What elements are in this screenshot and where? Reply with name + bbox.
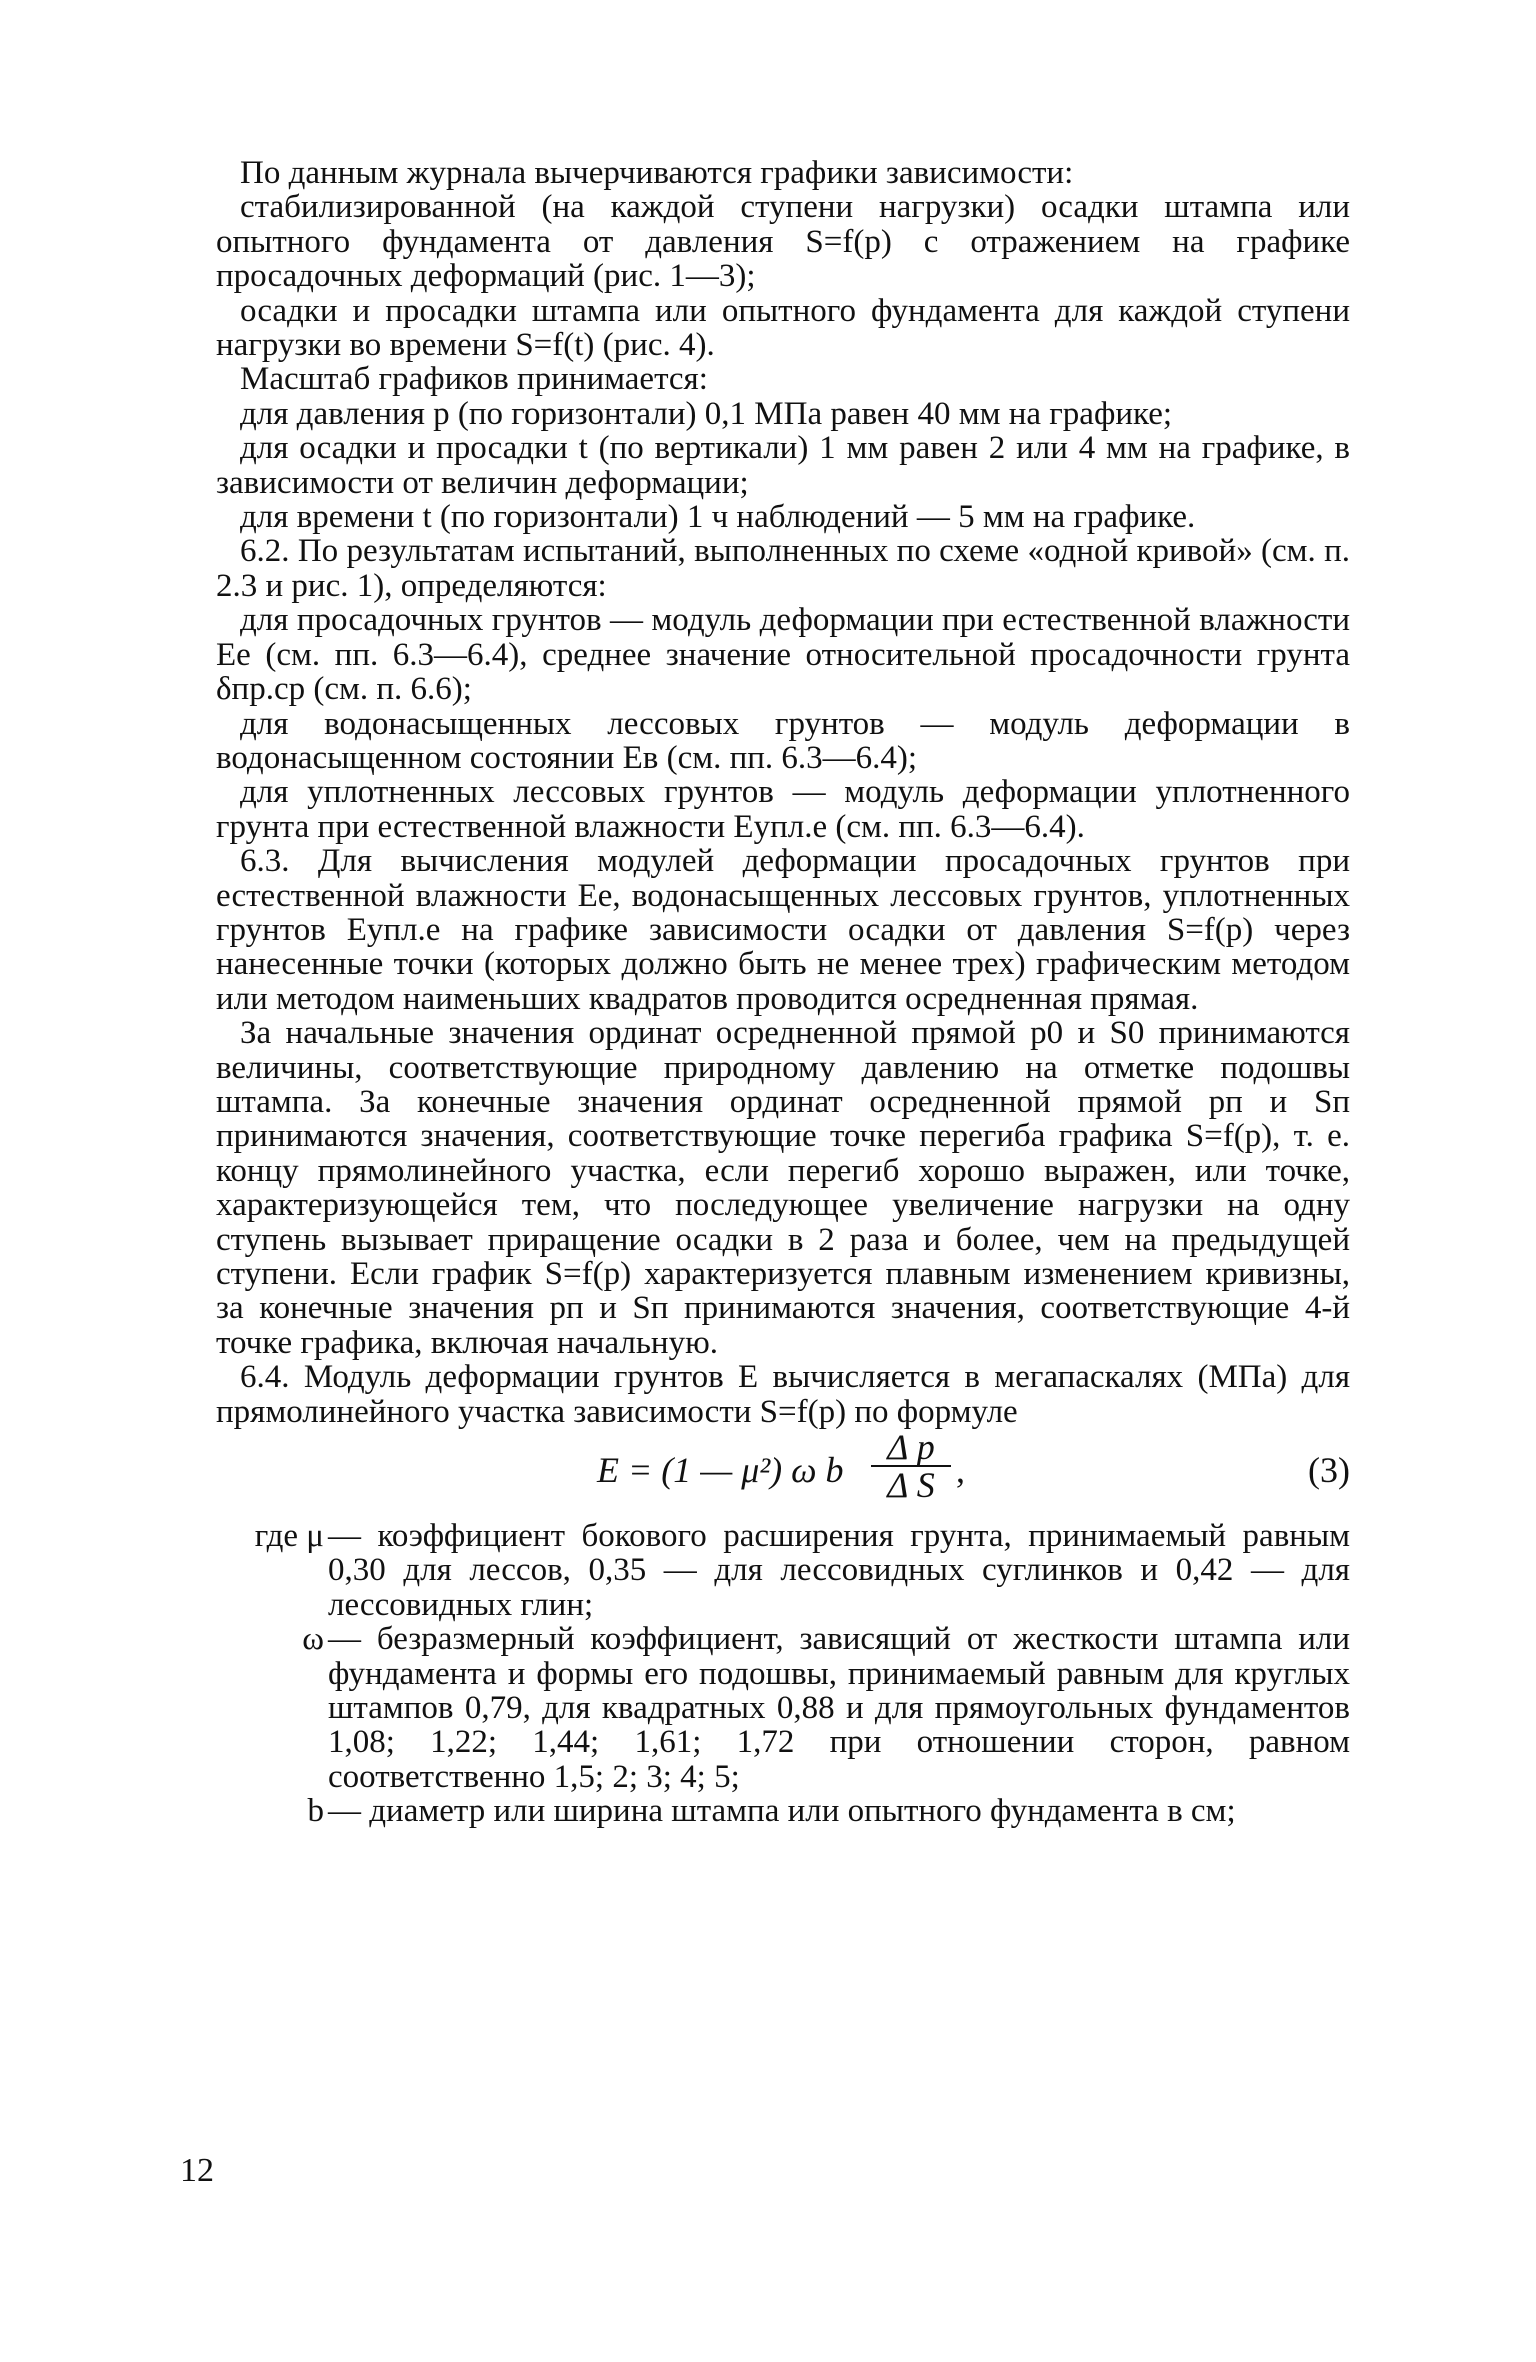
definition-text: — безразмерный коэффициент, зависящий от жесткости штампа или фундамента и формы его подошвы, принимаемый равным для круглых штампов 0,79, для квадратных 0,88 и для прямоугольных фундаментов 1,08; 1,22; 1,44; 1,61; 1,72 при отношении сторон, равном соответственно 1,5; 2; 3; 4; 5; xyxy=(328,1621,1350,1795)
paragraph: для давления p (по горизонтали) 0,1 МПа равен 40 мм на графике; xyxy=(240,395,1173,432)
definition-symbol: где μ xyxy=(254,1518,324,1555)
paragraph: для уплотненных лессовых грунтов — модуль деформации уплотненного грунта при естественной влажности Eупл.е (см. пп. 6.3—6.4). xyxy=(216,774,1350,845)
paragraph: Масштаб графиков принимается: xyxy=(240,361,708,398)
body-text xyxy=(216,156,1350,1829)
formula-denominator: Δ S xyxy=(871,1465,951,1503)
definitions-list xyxy=(216,1519,1350,1829)
definition-mu xyxy=(216,1519,1350,1622)
formula-numerator: Δ p xyxy=(887,1427,935,1468)
formula-3 xyxy=(216,1429,1350,1519)
paragraph: для осадки и просадки t (по вертикали) 1 мм равен 2 или 4 мм на графике, в зависимости от величин деформации; xyxy=(216,430,1350,501)
formula-lhs: E = (1 — μ²) ω b xyxy=(597,1450,844,1491)
definition-b xyxy=(216,1794,1350,1828)
definition-symbol: ω xyxy=(302,1621,324,1658)
paragraph: для водонасыщенных лессовых грунтов — модуль деформации в водонасыщенном состоянии Eв (см. пп. 6.3—6.4); xyxy=(216,705,1350,776)
paragraph: осадки и просадки штампа или опытного фундамента для каждой ступени нагрузки во времени S=f(t) (рис. 4). xyxy=(216,292,1350,364)
definition-omega xyxy=(216,1622,1350,1794)
formula-number: (3) xyxy=(1308,1450,1350,1491)
paragraph: стабилизированной (на каждой ступени нагрузки) осадки штампа или опытного фундамента от давления S=f(p) с отражением на графике просадочных деформаций (рис. 1—3); xyxy=(216,189,1350,295)
paragraph: По данным журнала вычерчиваются графики зависимости: xyxy=(240,155,1074,191)
definition-symbol: b xyxy=(307,1793,324,1830)
paragraph: для времени t (по горизонтали) 1 ч наблюдений — 5 мм на графике. xyxy=(240,499,1196,536)
section-6-4: 6.4. Модуль деформации грунтов E вычисляется в мегапаскалях (МПа) для прямолинейного участка зависимости S=f(p) по формуле xyxy=(216,1359,1350,1430)
formula-fraction xyxy=(871,1427,951,1506)
definition-text: — диаметр или ширина штампа или опытного фундамента в см; xyxy=(328,1793,1236,1830)
definition-text: — коэффициент бокового расширения грунта, принимаемый равным 0,30 для лессов, 0,35 — для лессовидных суглинков и 0,42 — для лессовидных глин; xyxy=(328,1518,1350,1623)
paragraph: для просадочных грунтов — модуль деформации при естественной влажности Eе (см. пп. 6.3—6.4), среднее значение относительной просадочности грунта δпр.ср (см. п. 6.6); xyxy=(216,602,1350,708)
paragraph: За начальные значения ординат осредненной прямой p0 и S0 принимаются величины, соответствующие природному давлению на отметке подошвы штампа. За конечные значения ординат осредненной прямой pп и Sп принимаются значения, соответствующие точке перегиба графика S=f(p), т. е. концу прямолинейного участка, если перегиб хорошо выражен, или точке, характеризующейся тем, что последующее увеличение нагрузки на одну ступень вызывает приращение осадки в 2 раза и более, чем на предыдущей ступени. Если график S=f(p) характеризуется плавным изменением кривизны, за конечные значения pп и Sп принимаются значения, соответствующие 4-й точке графика, включая начальную. xyxy=(216,1015,1350,1361)
section-6-3: 6.3. Для вычисления модулей деформации просадочных грунтов при естественной влажности Eе, водонасыщенных лессовых грунтов, уплотненных грунтов Eупл.е на графике зависимости осадки от давления S=f(p) через нанесенные точки (которых должно быть не менее трех) графическим методом или методом наименьших квадратов проводится осредненная прямая. xyxy=(216,843,1350,1017)
section-6-2: 6.2. По результатам испытаний, выполненных по схеме «одной кривой» (см. п. 2.3 и рис. 1), определяются: xyxy=(216,533,1350,604)
formula-comma: , xyxy=(956,1450,965,1491)
page-number: 12 xyxy=(180,2152,214,2189)
